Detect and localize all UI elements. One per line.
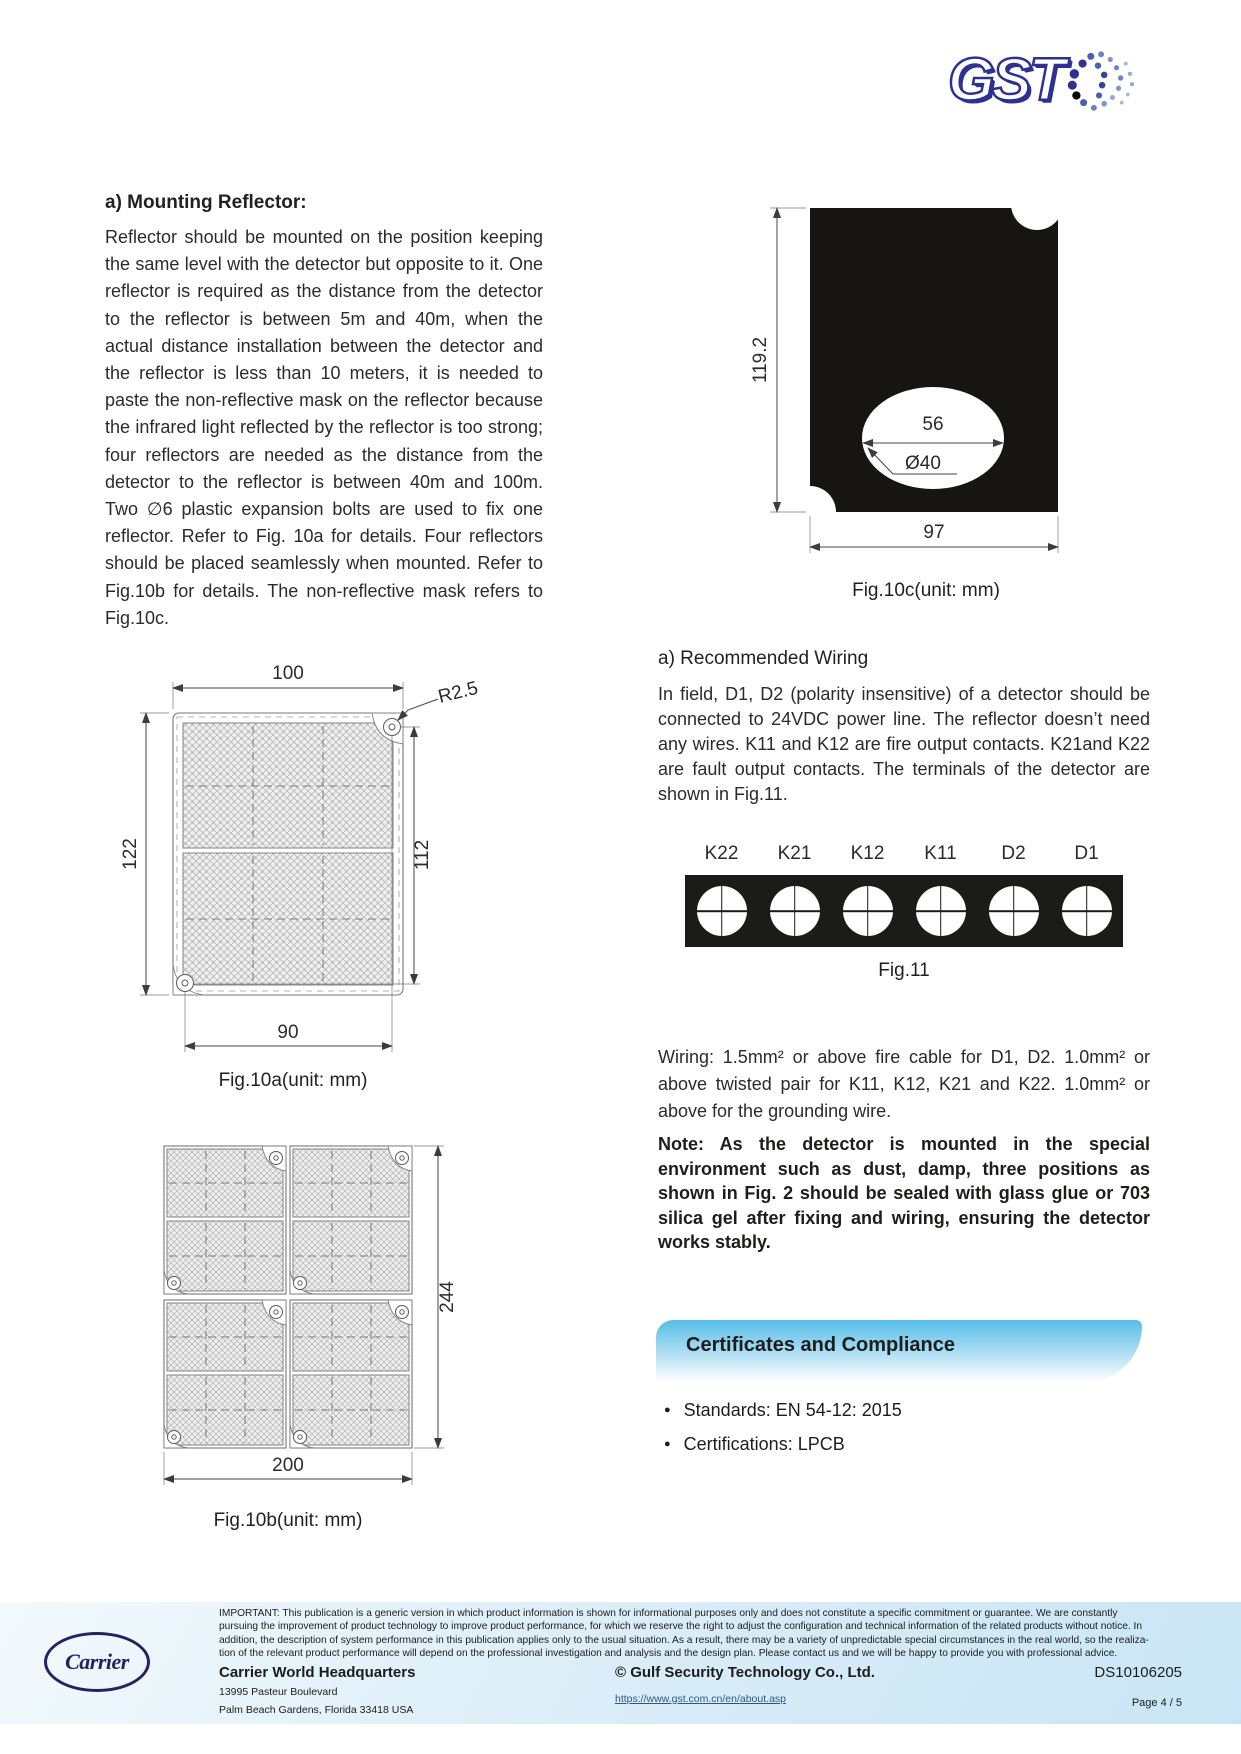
fig10c-caption: Fig.10c(unit: mm): [852, 580, 1000, 601]
mounting-reflector-paragraph: Reflector should be mounted on the position keeping the same level with the detector but opposite to it. One reflector is required as the distance from the detector to the reflector is between 5m and 40m, when the actual distance installation between the detector and the reflector is less than 10 meters, it is needed to paste the non-reflective mask on the reflector because the infrared light reflected by the reflector is too strong; four reflectors are needed as the distance from the detector to the reflector is between 40m and 100m. Two ∅6 plastic expansion bolts are used to fix one reflector. Refer to Fig. 10a for details. Four reflectors should be placed seamlessly when mounted. Refer to Fig.10b for details. The non-reflective mask refers to Fig.10c.: [105, 227, 543, 628]
disclaimer-line: addition, the description of system performance in this publication applies only to the usual situation. As a result, there may be a variety of unpredictable special circumstances in the real world, so the realiza-: [219, 1634, 1149, 1646]
footer-copyright-block: [615, 1664, 875, 1707]
certificates-heading: Certificates and Compliance: [686, 1334, 955, 1356]
certificates-item-certifications: [664, 1434, 1144, 1455]
section-heading-recommended-wiring: a) Recommended Wiring: [658, 648, 869, 669]
fig11-terminal-labels: [685, 843, 1123, 865]
gst-website-link[interactable]: https://www.gst.com.cn/en/about.asp: [615, 1693, 787, 1705]
carrier-logo: [44, 1632, 150, 1692]
gst-logo-dots-icon: [1062, 42, 1134, 116]
wiring-spec-paragraph: Wiring: 1.5mm² or above fire cable for D1, D2. 1.0mm² or above twisted pair for K11, K12, K21 and K22. 1.0mm² or above for the grounding wire.: [658, 1047, 1150, 1121]
certificates-standards-text: Standards: EN 54-12: 2015: [683, 1400, 902, 1420]
wiring-intro-paragraph: In field, D1, D2 (polarity insensitive) of a detector should be connected to 24VDC power line. The reflector doesn’t need any wires. K11 and K12 are fire output contacts. K21and K22 are fault output contacts. The terminals of the detector are shown in Fig.11.: [658, 684, 1150, 804]
footer-headquarters: [219, 1664, 415, 1717]
gst-logo: [948, 38, 1183, 120]
certificates-item-standards: [664, 1400, 1144, 1421]
footer-disclaimer: [219, 1607, 1209, 1661]
fig10a-dim-hole-span: 90: [277, 1022, 299, 1043]
terminal-screw-icon: [1062, 886, 1112, 936]
section-heading-mounting-reflector: a) Mounting Reflector:: [105, 192, 307, 213]
copyright-text: © Gulf Security Technology Co., Ltd.: [615, 1664, 875, 1681]
terminal-label-d1: D1: [1074, 843, 1099, 864]
fig11-caption: Fig.11: [878, 960, 930, 981]
fig10a-dim-width: 100: [272, 663, 304, 684]
certificates-certifications-text: Certifications: LPCB: [683, 1434, 845, 1454]
bullet-icon: ●: [664, 1438, 671, 1450]
hq-name: Carrier World Headquarters: [219, 1664, 416, 1681]
fig10c-dim-width: 97: [923, 522, 945, 543]
fig10c-dim-height: 119.2: [750, 336, 771, 384]
terminal-screw-icon: [916, 886, 966, 936]
fig11-terminal-block: [685, 875, 1123, 947]
terminal-label-d2: D2: [1001, 843, 1026, 864]
bullet-icon: ●: [664, 1404, 671, 1416]
fig10b-caption: Fig.10b(unit: mm): [213, 1510, 363, 1531]
fig10b-dim-height: 244: [437, 1281, 458, 1313]
terminal-screw-icon: [989, 886, 1039, 936]
terminal-label-k12: K12: [850, 843, 885, 864]
terminal-label-k22: K22: [704, 843, 739, 864]
terminal-label-k21: K21: [777, 843, 812, 864]
fig10b-drawing: [110, 1110, 490, 1550]
document-number: DS10106205: [1094, 1664, 1182, 1681]
fig10c-drawing: [720, 180, 1080, 610]
footer-doc-info: [960, 1664, 1182, 1709]
fig10b-modules: [164, 1146, 412, 1448]
terminal-screw-icon: [770, 886, 820, 936]
page-number: Page 4 / 5: [1131, 1697, 1182, 1709]
fig10a-dim-height-left: 122: [120, 838, 141, 870]
gst-logo-text: GST: [948, 45, 1063, 113]
fig10a-caption: Fig.10a(unit: mm): [218, 1070, 368, 1091]
certificates-banner: [656, 1320, 1142, 1382]
terminal-screw-icon: [697, 886, 747, 936]
terminal-label-k11: K11: [924, 843, 957, 864]
terminal-screw-icon: [843, 886, 893, 936]
fig10b-dim-width: 200: [272, 1455, 304, 1476]
fig10a-drawing: [90, 630, 480, 1100]
fig10c-dim-hole-width: 56: [922, 414, 944, 435]
disclaimer-line: IMPORTANT: This publication is a generic version in which product information is shown for informational purposes only and does not constitute a specific commitment or guarantee. We are constantly: [219, 1608, 1118, 1619]
fig10a-dim-corner-radius: R2.5: [436, 677, 481, 708]
fig10a-dim-height-right: 112: [412, 839, 433, 871]
carrier-logo-text: Carrier: [65, 1649, 129, 1674]
disclaimer-line: pursuing the improvement of product technology to improve product performance, for which we reserve the right to adjust the configuration and technical information of the related products without notice. In: [219, 1621, 1143, 1633]
footer-band: [0, 1602, 1241, 1724]
disclaimer-line: tion of the relevant product performance will depend on the professional investigation and analysis and the design plan. Please contact us and we will be happy to provide you with professional advice.: [219, 1648, 1118, 1660]
hq-address-line1: 13995 Pasteur Boulevard: [219, 1686, 338, 1698]
note-paragraph: Note: As the detector is mounted in the special environment such as dust, damp, three positions as shown in Fig. 2 should be sealed with glass glue or 703 silica gel after fixing and wiring, ensuring the detector works stably.: [658, 1134, 1150, 1252]
hq-address-line2: Palm Beach Gardens, Florida 33418 USA: [219, 1704, 414, 1716]
fig10c-dim-hole-diameter: Ø40: [905, 453, 941, 474]
